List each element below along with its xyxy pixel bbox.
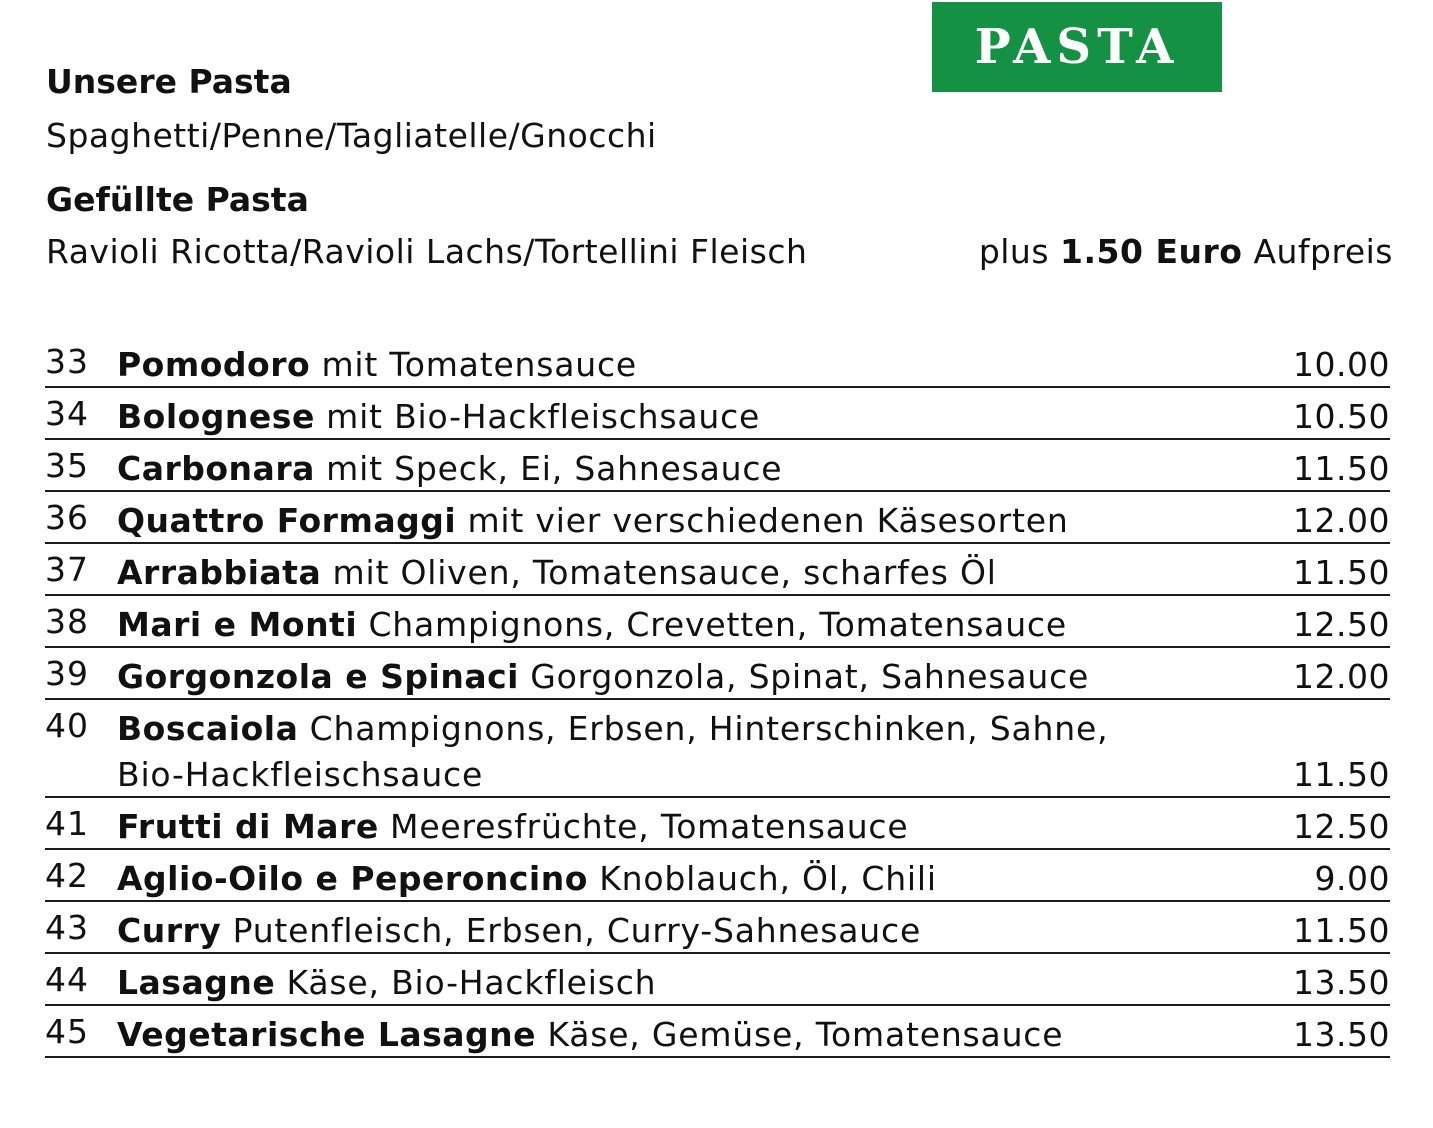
menu-item-33 <box>45 336 1390 388</box>
item-description-block <box>117 602 1197 648</box>
item-number: 34 <box>45 394 89 433</box>
item-price: 12.00 <box>1293 501 1390 540</box>
item-name: Frutti di Mare <box>117 807 379 846</box>
item-description: Putenfleisch, Erbsen, Curry-Sahnesauce <box>232 911 922 950</box>
item-price: 11.50 <box>1293 911 1390 950</box>
menu-item-34 <box>45 388 1390 440</box>
item-name: Vegetarische Lasagne <box>117 1015 537 1054</box>
item-name: Pomodoro <box>117 345 311 384</box>
item-name: Arrabbiata <box>117 553 322 592</box>
pasta-menu-list <box>45 336 1390 1058</box>
item-description: Champignons, Crevetten, Tomatensauce <box>368 605 1067 644</box>
item-name: Lasagne <box>117 963 276 1002</box>
item-description-line2: Bio-Hackfleischsauce <box>117 755 484 794</box>
item-number: 44 <box>45 960 89 999</box>
item-price: 11.50 <box>1293 755 1390 794</box>
menu-item-35 <box>45 440 1390 492</box>
surcharge-suffix: Aufpreis <box>1253 232 1393 271</box>
item-price: 12.50 <box>1293 605 1390 644</box>
item-number: 40 <box>45 706 89 745</box>
pasta-banner: PASTA <box>932 2 1222 92</box>
item-description: mit vier verschiedenen Käsesorten <box>467 501 1069 540</box>
menu-item-38 <box>45 596 1390 648</box>
item-price: 9.00 <box>1314 859 1390 898</box>
menu-item-43 <box>45 902 1390 954</box>
item-description: Käse, Bio-Hackfleisch <box>286 963 657 1002</box>
menu-item-39 <box>45 648 1390 700</box>
surcharge-prefix: plus <box>978 232 1050 271</box>
item-description-block <box>117 1012 1197 1058</box>
item-name: Quattro Formaggi <box>117 501 457 540</box>
item-price: 11.50 <box>1293 449 1390 488</box>
item-number: 35 <box>45 446 89 485</box>
item-description: Meeresfrüchte, Tomatensauce <box>390 807 909 846</box>
menu-item-37 <box>45 544 1390 596</box>
item-number: 42 <box>45 856 89 895</box>
item-description-block <box>117 394 1197 440</box>
item-description-block <box>117 706 1197 798</box>
item-description: mit Bio-Hackfleischsauce <box>326 397 761 436</box>
item-description: mit Tomatensauce <box>321 345 638 384</box>
item-price: 13.50 <box>1293 1015 1390 1054</box>
surcharge-amount: 1.50 Euro <box>1060 232 1243 271</box>
menu-item-40 <box>45 700 1390 798</box>
item-description-block <box>117 908 1197 954</box>
item-name: Boscaiola <box>117 709 299 748</box>
item-description: Gorgonzola, Spinat, Sahnesauce <box>530 657 1090 696</box>
item-price: 12.00 <box>1293 657 1390 696</box>
surcharge-note <box>979 232 1393 271</box>
menu-item-45 <box>45 1006 1390 1058</box>
menu-item-42 <box>45 850 1390 902</box>
item-price: 13.50 <box>1293 963 1390 1002</box>
item-description: Champignons, Erbsen, Hinterschinken, Sahne, <box>309 709 1109 748</box>
item-number: 37 <box>45 550 89 589</box>
item-name: Mari e Monti <box>117 605 358 644</box>
item-number: 39 <box>45 654 89 693</box>
item-number: 41 <box>45 804 89 843</box>
item-price: 10.00 <box>1293 345 1390 384</box>
item-name: Aglio-Oilo e Peperoncino <box>117 859 588 898</box>
item-description: mit Oliven, Tomatensauce, scharfes Öl <box>332 553 997 592</box>
item-name: Bolognese <box>117 397 315 436</box>
item-description: Knoblauch, Öl, Chili <box>599 859 937 898</box>
menu-item-41 <box>45 798 1390 850</box>
item-description-block <box>117 960 1197 1006</box>
item-name: Gorgonzola e Spinaci <box>117 657 519 696</box>
filled-pasta-title: Gefüllte Pasta <box>46 180 309 219</box>
item-number: 38 <box>45 602 89 641</box>
item-name: Carbonara <box>117 449 315 488</box>
item-description-block <box>117 550 1197 596</box>
item-price: 12.50 <box>1293 807 1390 846</box>
menu-item-36 <box>45 492 1390 544</box>
menu-item-44 <box>45 954 1390 1006</box>
item-description: mit Speck, Ei, Sahnesauce <box>326 449 783 488</box>
item-description-block <box>117 446 1197 492</box>
item-description-block <box>117 804 1197 850</box>
item-number: 33 <box>45 342 89 381</box>
item-description-block <box>117 856 1197 902</box>
item-number: 43 <box>45 908 89 947</box>
item-price: 11.50 <box>1293 553 1390 592</box>
pasta-types: Spaghetti/Penne/Tagliatelle/Gnocchi <box>46 116 657 155</box>
item-description-block <box>117 342 1197 388</box>
filled-pasta-types: Ravioli Ricotta/Ravioli Lachs/Tortellini Fleisch <box>46 232 808 271</box>
item-number: 36 <box>45 498 89 537</box>
item-name: Curry <box>117 911 222 950</box>
item-description-block <box>117 654 1197 700</box>
pasta-title: Unsere Pasta <box>46 62 292 101</box>
item-number: 45 <box>45 1012 89 1051</box>
item-price: 10.50 <box>1293 397 1390 436</box>
item-description: Käse, Gemüse, Tomatensauce <box>547 1015 1064 1054</box>
item-description-block <box>117 498 1197 544</box>
